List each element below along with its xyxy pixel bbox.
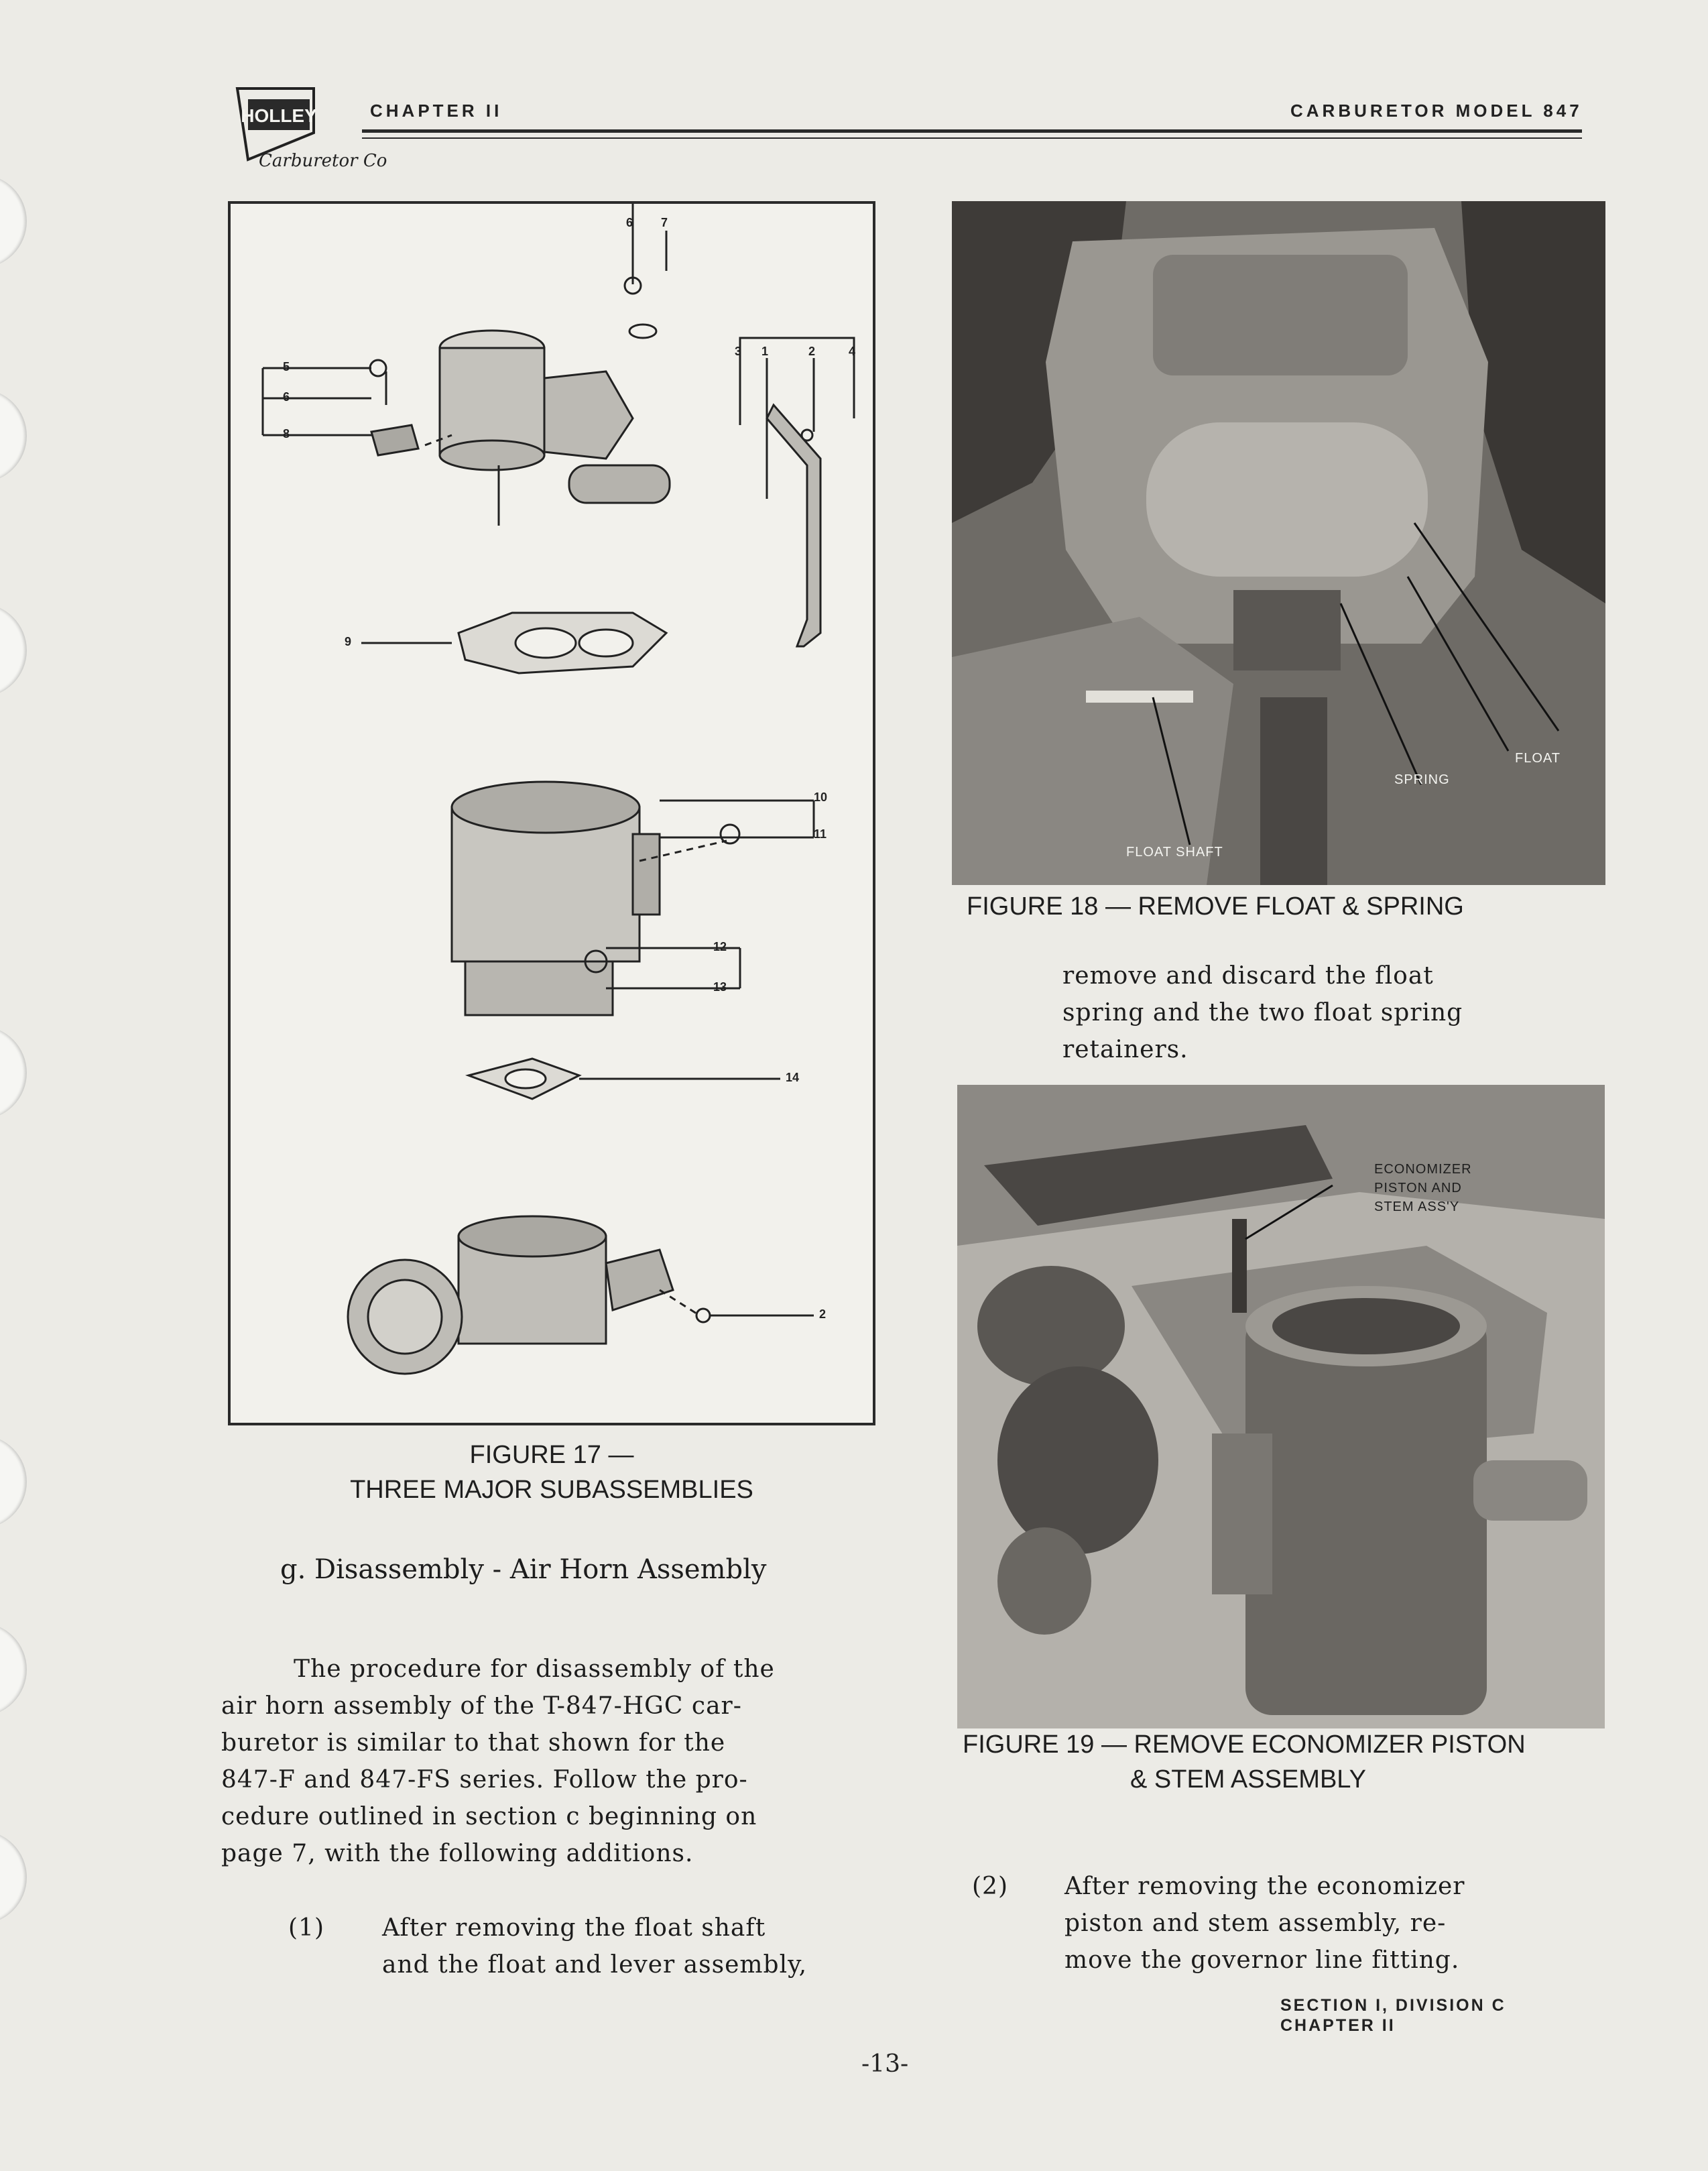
callout-6: 6	[283, 390, 290, 404]
chapter-header: CHAPTER II	[370, 101, 503, 121]
binder-hole	[0, 1623, 27, 1716]
callout-5: 5	[283, 360, 290, 373]
figure-19-caption	[952, 1727, 1615, 1797]
continuation-line: remove and discard the float	[1062, 962, 1434, 990]
step-2-number: (2)	[972, 1873, 1008, 1900]
step-2-line: After removing the economizer	[1064, 1873, 1465, 1900]
step-1-line: After removing the float shaft	[382, 1914, 766, 1942]
figure-18-caption: FIGURE 18 — REMOVE FLOAT & SPRING	[967, 892, 1464, 921]
step-2-text	[1064, 1868, 1601, 1979]
step-2-line: move the governor line fitting.	[1064, 1946, 1460, 1974]
section-heading: g. Disassembly - Air Horn Assembly	[280, 1554, 767, 1585]
binder-hole	[0, 174, 27, 268]
paragraph-line: air horn assembly of the T-847-HGC car-	[221, 1692, 742, 1720]
header-rule	[362, 129, 1582, 133]
binder-hole	[0, 389, 27, 483]
header-rule-thin	[362, 137, 1582, 139]
economizer-label-line: ECONOMIZER	[1374, 1162, 1472, 1177]
paragraph-line: page 7, with the following additions.	[221, 1840, 694, 1867]
binder-hole	[0, 1026, 27, 1120]
callout-9: 9	[345, 635, 352, 648]
callout-12: 12	[713, 940, 727, 953]
logo-text: HOLLEY	[241, 105, 317, 126]
figure-17-diagram	[228, 201, 875, 1425]
figure-19-caption-line2: & STEM ASSEMBLY	[1130, 1765, 1366, 1794]
callout-3: 3	[735, 345, 742, 358]
section-footer-line: SECTION I, DIVISION C	[1280, 1996, 1506, 2015]
step-2-line: piston and stem assembly, re-	[1064, 1910, 1447, 1937]
callout-6-top: 6	[626, 216, 633, 229]
figure-17-caption-line1: FIGURE 17 —	[469, 1441, 634, 1469]
callout-4: 4	[849, 345, 856, 358]
figure-18-photo	[952, 201, 1605, 885]
float-continuation-text	[1062, 957, 1599, 1068]
continuation-line: retainers.	[1062, 1036, 1188, 1063]
model-header: CARBURETOR MODEL 847	[1290, 101, 1583, 121]
callout-2-bottom: 2	[819, 1307, 827, 1321]
callout-11: 11	[814, 827, 827, 841]
paragraph-line: 847-F and 847-FS series. Follow the pro-	[221, 1766, 748, 1794]
callout-8: 8	[283, 427, 290, 441]
logo-subtext: Carburetor Co	[259, 151, 387, 171]
binder-hole	[0, 1830, 27, 1924]
section-footer	[1280, 1995, 1506, 2036]
callout-14: 14	[786, 1071, 800, 1084]
spring-label: SPRING	[1394, 772, 1450, 787]
paragraph-line: The procedure for disassembly of the	[294, 1655, 775, 1683]
figure-19-caption-line1: FIGURE 19 — REMOVE ECONOMIZER PISTON	[963, 1730, 1526, 1759]
step-1-number: (1)	[288, 1914, 324, 1942]
economizer-label-line: PISTON AND	[1374, 1181, 1462, 1195]
callout-7: 7	[661, 216, 668, 229]
callout-13: 13	[713, 980, 727, 994]
chapter-footer-line: CHAPTER II	[1280, 2016, 1396, 2035]
economizer-label	[1374, 1160, 1472, 1216]
economizer-label-line: STEM ASS'Y	[1374, 1199, 1460, 1214]
binder-hole	[0, 603, 27, 697]
callout-1: 1	[761, 345, 769, 358]
step-1-line: and the float and lever assembly,	[382, 1951, 808, 1979]
continuation-line: spring and the two float spring	[1062, 999, 1463, 1026]
binder-hole	[0, 1435, 27, 1529]
figure-19-photo	[957, 1085, 1605, 1728]
float-shaft-label: FLOAT SHAFT	[1126, 845, 1223, 860]
paragraph-line: cedure outlined in section c beginning on	[221, 1803, 757, 1830]
step-1-text	[382, 1910, 878, 1983]
page-number: -13-	[861, 2050, 909, 2078]
float-label: FLOAT	[1515, 751, 1561, 766]
callout-2: 2	[808, 345, 816, 358]
callout-10: 10	[814, 790, 828, 804]
figure-17-caption-line2: THREE MAJOR SUBASSEMBLIES	[350, 1476, 753, 1504]
procedure-paragraph	[221, 1651, 892, 1872]
paragraph-line: buretor is similar to that shown for the	[221, 1729, 726, 1757]
figure-17-caption	[228, 1437, 875, 1507]
